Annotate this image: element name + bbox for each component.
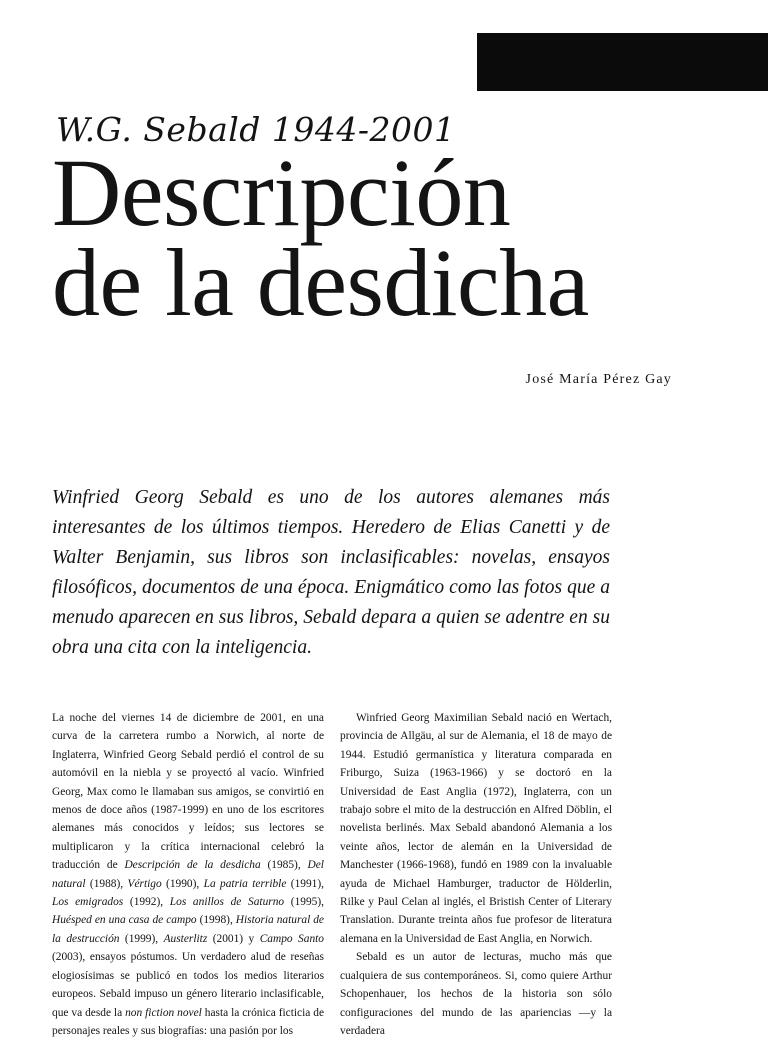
book-title: Huésped en una casa de campo xyxy=(52,914,197,927)
author-dates: W.G. Sebald 1944-2001 xyxy=(56,110,456,149)
article-title xyxy=(52,139,589,336)
decorative-black-bar xyxy=(477,33,768,91)
title-line-2: de la desdicha xyxy=(52,229,589,336)
body-paragraph: La noche del viernes 14 de diciembre de 2001, en una curva de la carretera rumbo a Norwich, al norte de Inglaterra, Winfried Georg Sebald perdió el control de su automóvil en la niebla y se proyectó al vacío. Winfried Georg, Max como le llamaban sus amigos, se convirtió en menos de doce años (1987-1999) en uno de los escritores alemanes más conocidos y leídos; sus lectores se multiplicaron y la crítica internacional celebró la traducción de Descripción de la desdicha (1985), Del natural (1988), Vértigo (1990), La patria terrible (1991), Los emigrados (1992), Los anillos de Saturno (1995), Huésped en una casa de campo (1998), Historia natural de la destrucción (1999), Austerlitz (2001) y Campo Santo (2003), ensayos póstumos. Un verdadero alud de reseñas elogiosísimas se publicó en todos los medios literarios europeos. Sebald impuso un género literario inclasificable, que va desde la non fiction novel hasta la crónica ficticia de personajes reales y sus biografías: una pasión por los xyxy=(52,712,325,1037)
book-title: Vértigo xyxy=(127,877,162,890)
book-title: Descripción de la desdicha xyxy=(124,859,261,872)
byline: José María Pérez Gay xyxy=(525,372,672,387)
book-title: Del natural xyxy=(52,859,324,890)
book-title: Los emigrados xyxy=(52,896,124,909)
body-column-left xyxy=(52,709,324,1040)
body-column-right xyxy=(340,709,612,1040)
book-title: La patria terrible xyxy=(203,877,287,890)
lead-paragraph: Winfried Georg Sebald es uno de los autores alemanes más interesantes de los últimos tiempos. Heredero de Elias Canetti y de Walter Benjamin, sus libros son inclasificables: novelas, ensayos filosóficos, documentos de una época. Enigmático como las fotos que a menudo aparecen en sus libros, Sebald depara a quien se adentre en su obra una cita con la inteligencia. xyxy=(52,487,610,658)
body-paragraph: Winfried Georg Maximilian Sebald nació en Wertach, provincia de Allgäu, al sur de Alemania, el 18 de mayo de 1944. Estudió germanística y literatura comparada en Friburgo, Suiza (1963-1966) y se doctoró en la Universidad de East Anglia (1972), Inglaterra, con un trabajo sobre el mito de la destrucción en Alfred Döblin, el novelista berlinés. Max Sebald abandonó Alemania a los veinte años, lector de alemán en la Universidad de Manchester (1966-1968), fundó en 1989 con la invaluable ayuda de Michael Hamburger, traductor de Hölderlin, Rilke y Paul Celan al inglés, el Bristish Center of Literary Translation. Durante treinta años fue profesor de literatura alemana en la Universidad de East Anglia, en Norwich. xyxy=(340,712,612,945)
book-title: Historia natural de la destrucción xyxy=(52,914,324,945)
book-title: Campo Santo xyxy=(259,932,324,945)
title-line-1: Descripción xyxy=(52,139,511,246)
genre-term: non fiction novel xyxy=(125,1006,202,1019)
body-paragraph: Sebald es un autor de lecturas, mucho más que cualquiera de sus contemporáneos. Si, como quiere Arthur Schopenhauer, los hechos de la historia son sólo configuraciones del mundo de las apariencias —y la verdadera xyxy=(340,951,612,1037)
book-title: Los anillos de Saturno xyxy=(169,896,285,909)
book-title: Austerlitz xyxy=(163,932,208,945)
